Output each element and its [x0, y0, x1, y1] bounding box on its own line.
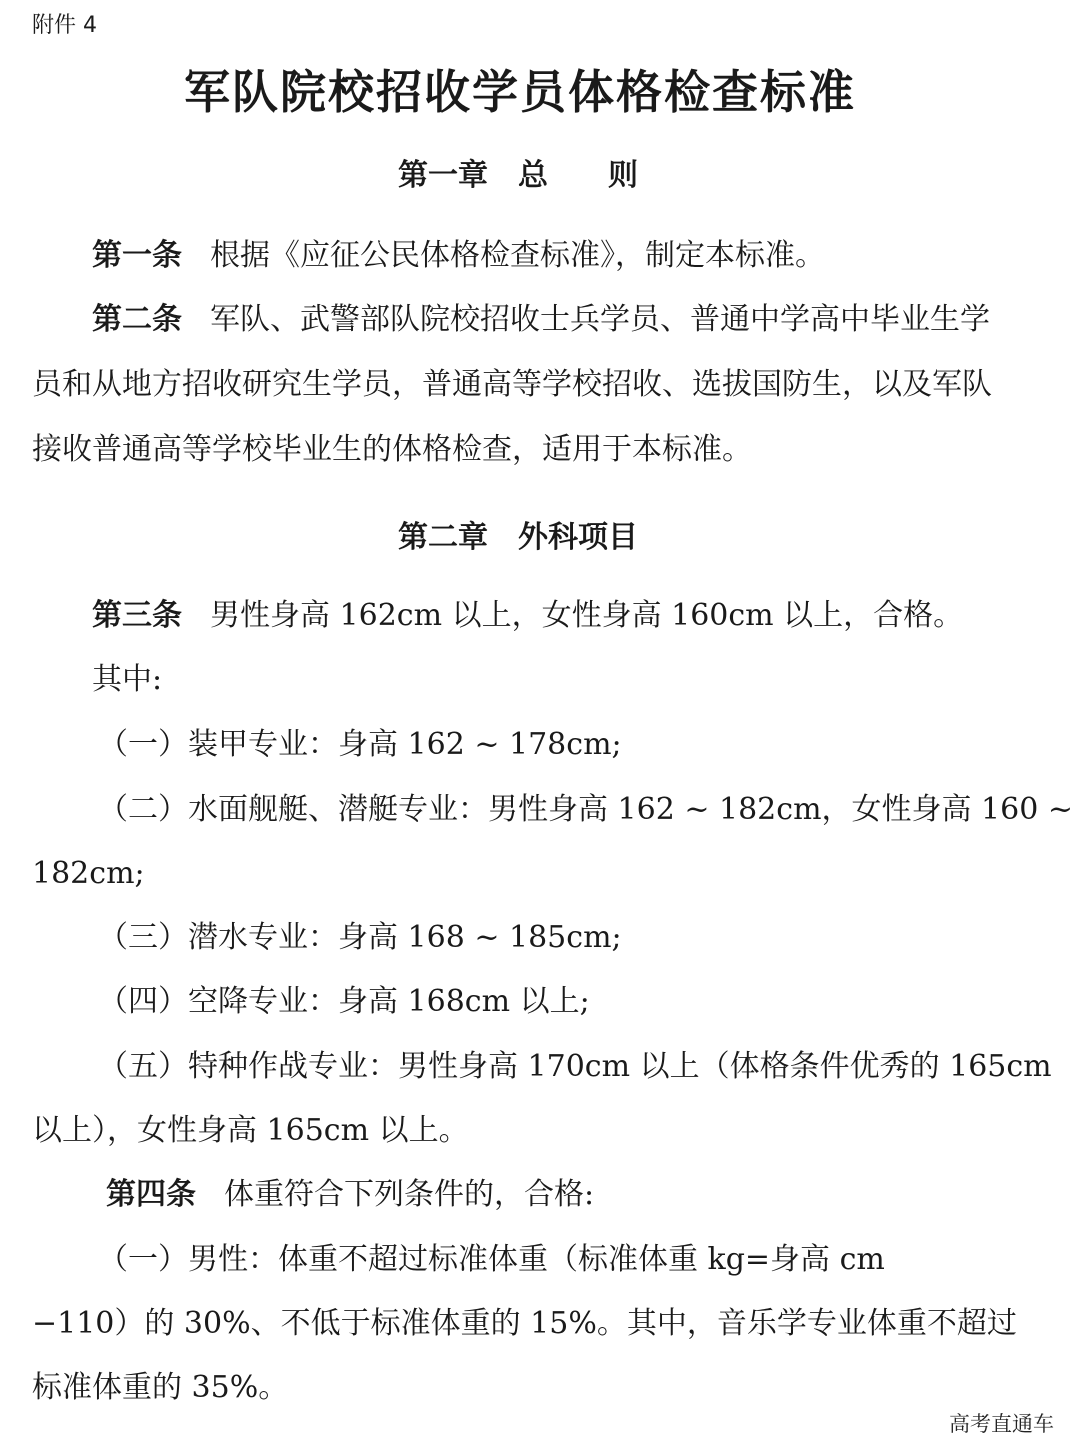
article-1 [92, 236, 825, 276]
article-4-item-1-line-3: 标准体重的 35%。 [32, 1370, 289, 1405]
article-text: 男性身高 162cm 以上，女性身高 160cm 以上，合格。 [210, 598, 964, 633]
article-3-item-2-line-1: （二）水面舰艇、潜艇专业：男性身高 162 ~ 182cm，女性身高 160 ~ [98, 792, 1073, 827]
article-3-item-3: （三）潜水专业：身高 168 ~ 185cm; [98, 920, 622, 955]
document-title: 军队院校招收学员体格检查标准 [184, 65, 856, 119]
article-3-item-4: （四）空降专业：身高 168cm 以上; [98, 984, 590, 1019]
attachment-label: 附件 4 [32, 13, 97, 38]
article-3-item-1: （一）装甲专业：身高 162 ~ 178cm; [98, 727, 622, 762]
watermark-text: 高考直通车 [949, 1412, 1054, 1436]
article-label: 第一条 [92, 238, 182, 273]
article-2-line-3: 接收普通高等学校毕业生的体格检查，适用于本标准。 [32, 432, 752, 467]
article-3-item-5-line-2: 以上），女性身高 165cm 以上。 [32, 1113, 469, 1148]
article-text: 军队、武警部队院校招收士兵学员、普通中学高中毕业生学 [210, 302, 990, 337]
article-3-item-2-line-2: 182cm; [32, 856, 145, 891]
article-2-line-1 [92, 300, 990, 340]
article-2-line-2: 员和从地方招收研究生学员，普通高等学校招收、选拔国防生，以及军队 [32, 367, 992, 402]
article-3 [92, 596, 963, 636]
article-label: 第二条 [92, 302, 182, 337]
article-text: 根据《应征公民体格检查标准》，制定本标准。 [210, 238, 825, 273]
article-label: 第三条 [92, 598, 182, 633]
article-3-item-5-line-1: （五）特种作战专业：男性身高 170cm 以上（体格条件优秀的 165cm [98, 1049, 1052, 1084]
article-label: 第四条 [106, 1177, 196, 1212]
chapter-heading-2: 第二章 外科项目 [398, 520, 638, 555]
article-4 [106, 1175, 594, 1215]
chapter-heading-1: 第一章 总 则 [398, 158, 638, 193]
article-3-among: 其中: [92, 662, 163, 697]
article-4-item-1-line-2: −110）的 30%、不低于标准体重的 15%。其中，音乐学专业体重不超过 [32, 1306, 1017, 1341]
article-text: 体重符合下列条件的，合格: [224, 1177, 595, 1212]
article-4-item-1-line-1: （一）男性：体重不超过标准体重（标准体重 kg=身高 cm [98, 1242, 885, 1277]
